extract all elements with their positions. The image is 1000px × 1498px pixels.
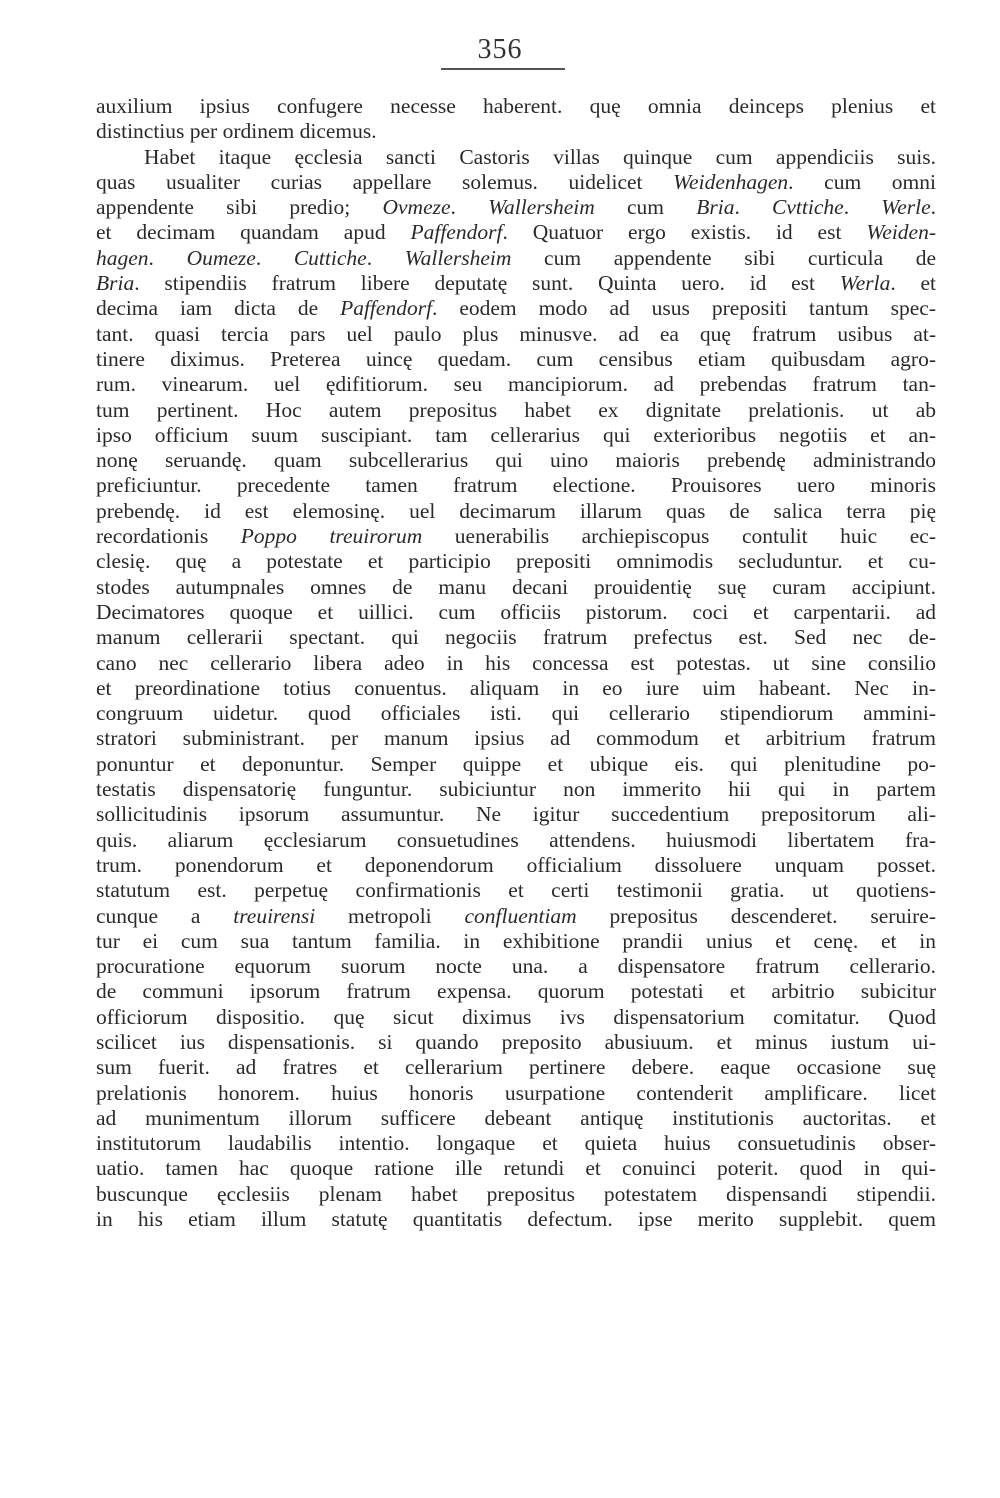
text-segment: quas usualiter curias appellare solemus. uidelicet <box>96 169 674 194</box>
italic-name: Bria <box>696 195 735 220</box>
text-segment: . cum omni <box>788 169 936 194</box>
italic-name: Cuttiche <box>293 245 367 270</box>
text-segment: prepositus descenderet. seruire- <box>576 903 936 928</box>
text-segment: . stipendiis fratrum libere deputatę sunt. Quinta uero. id est <box>134 271 840 296</box>
text-segment: et decimam quandam apud <box>96 220 411 245</box>
text-segment: distinctius per ordinem dicemus. <box>96 119 377 144</box>
italic-name: hagen <box>96 245 149 270</box>
italic-name: Poppo treuirorum <box>240 524 423 549</box>
text-segment: ipso officium suum suscipiant. tam cellerarius qui exterioribus negotiis et an- <box>96 422 936 447</box>
text-segment: recordationis <box>96 524 241 549</box>
text-segment: . <box>930 195 937 220</box>
italic-name: Paffendorf <box>410 220 503 245</box>
text-segment: cano nec cellerario libera adeo in his concessa est potestas. ut sine consilio <box>96 650 936 675</box>
text-segment: prebendę. id est elemosinę. uel decimarum illarum quas de salica terra pię <box>96 498 936 523</box>
text-line <box>96 1005 936 1030</box>
text-segment: clesię. quę a potestate et participio prepositi omnimodis secluduntur. et cu- <box>96 549 936 574</box>
text-segment: auxilium ipsius confugere necesse haberent. quę omnia deinceps plenius et <box>96 94 936 118</box>
text-segment: appendente sibi predio; <box>96 195 383 220</box>
italic-name: Bria <box>96 271 135 296</box>
text-line <box>96 195 936 220</box>
italic-name: Wallersheim <box>488 195 595 220</box>
italic-name: Wallersheim <box>404 245 512 270</box>
text-segment: de communi ipsorum fratrum expensa. quorum potestati et arbitrio subicitur <box>96 979 936 1004</box>
text-line <box>96 246 936 271</box>
text-line <box>96 802 936 827</box>
text-segment: . <box>148 245 187 270</box>
text-segment: uatio. tamen hac quoque ratione ille retundi et conuinci poterit. quod in qui- <box>96 1156 936 1181</box>
text-line <box>96 145 936 170</box>
text-segment: et preordinatione totius conuentus. aliquam in eo iure uim habeant. Nec in- <box>96 675 936 700</box>
text-segment: nonę seruandę. quam subcellerarius qui uino maioris prebendę administrando <box>96 448 936 473</box>
italic-name: Paffendorf <box>340 296 433 321</box>
text-segment: . <box>734 195 773 220</box>
text-segment: . Quatuor ergo existis. id est <box>502 220 867 245</box>
text-segment: trum. ponendorum et deponendorum officialium dissoluere unquam posset. <box>96 852 936 877</box>
text-line <box>96 1106 936 1131</box>
text-segment: statutum est. perpetuę confirmationis et certi testimonii gratia. ut quotiens- <box>96 878 936 903</box>
text-segment: prelationis honorem. huius honoris usurpatione contenderit amplificare. licet <box>96 1080 936 1105</box>
text-segment: . <box>366 245 405 270</box>
page-number-rule <box>441 68 565 70</box>
text-line <box>96 170 936 195</box>
italic-name: Cvttiche <box>772 195 844 220</box>
text-segment: cum appendente sibi curticula de <box>511 245 937 270</box>
text-segment: sollicitudinis ipsorum assumuntur. Ne igitur succedentium prepositorum ali- <box>96 802 936 827</box>
text-line <box>96 600 936 625</box>
text-segment: institutorum laudabilis intentio. longaque et quieta huius consuetudinis obser- <box>96 1131 936 1156</box>
text-line <box>96 752 936 777</box>
text-segment: cunque a <box>96 903 234 928</box>
text-line <box>96 828 936 853</box>
text-segment: . <box>843 195 882 220</box>
text-line <box>96 398 936 423</box>
text-segment: ponuntur et deponuntur. Semper quippe et ubique eis. qui plenitudine po- <box>96 751 936 776</box>
text-line <box>96 1207 936 1232</box>
italic-name: Ovmeze <box>382 195 451 220</box>
text-segment: uenerabilis archiepiscopus contulit huic ec- <box>422 524 936 549</box>
text-line <box>96 220 936 245</box>
text-segment: preficiuntur. precedente tamen fratrum electione. Prouisores uero minoris <box>96 473 936 498</box>
text-segment: rum. vinearum. uel ędifitiorum. seu mancipiorum. ad prebendas fratrum tan- <box>96 372 936 397</box>
text-line <box>96 1030 936 1055</box>
text-segment: . et <box>890 271 936 296</box>
text-line <box>96 372 936 397</box>
text-line <box>96 448 936 473</box>
text-segment: congruum uidetur. quod officiales isti. qui cellerario stipendiorum ammini- <box>96 701 936 726</box>
text-line <box>96 676 936 701</box>
text-line <box>96 423 936 448</box>
text-line <box>96 853 936 878</box>
italic-name: Werla <box>839 271 891 296</box>
text-segment: procuratione equorum suorum nocte una. a dispensatore fratrum cellerario. <box>96 954 936 979</box>
text-segment: in his etiam illum statutę quantitatis defectum. ipse merito supplebit. quem <box>96 1207 936 1232</box>
text-segment: metropoli <box>315 903 465 928</box>
text-segment: tinere diximus. Preterea uincę quedam. cum censibus etiam quibusdam agro- <box>96 346 936 371</box>
text-segment: tant. quasi tercia pars uel paulo plus minusve. ad ea quę fratrum usibus at- <box>96 321 936 346</box>
text-segment: sum fuerit. ad fratres et cellerarium pertinere debere. eaque occasione suę <box>96 1055 936 1080</box>
text-line <box>96 979 936 1004</box>
text-segment: cum <box>594 195 697 220</box>
text-line <box>96 878 936 903</box>
text-line <box>96 1182 936 1207</box>
text-segment: buscunque ęcclesiis plenam habet prepositus potestatem dispensandi stipendii. <box>96 1181 936 1206</box>
text-line <box>96 94 936 119</box>
text-line <box>96 777 936 802</box>
text-segment: stodes autumpnales omnes de manu decani prouidentię suę curam accipiunt. <box>96 574 936 599</box>
text-line <box>96 1081 936 1106</box>
text-segment: ad munimentum illorum sufficere debeant antiquę institutionis auctoritas. et <box>96 1105 936 1130</box>
text-line <box>96 473 936 498</box>
text-segment: . eodem modo ad usus prepositi tantum spec- <box>432 296 936 321</box>
text-segment: . <box>255 245 294 270</box>
text-line <box>96 1131 936 1156</box>
text-segment: tum pertinent. Hoc autem prepositus habet ex dignitate prelationis. ut ab <box>96 397 936 422</box>
text-line <box>96 271 936 296</box>
text-line <box>96 575 936 600</box>
text-segment: officiorum dispositio. quę sicut diximus ivs dispensatorium comitatur. Quod <box>96 1004 936 1029</box>
text-line <box>96 119 936 144</box>
text-segment: Decimatores quoque et uillici. cum officiis pistorum. coci et carpentarii. ad <box>96 599 936 624</box>
text-segment: quis. aliarum ęcclesiarum consuetudines attendens. huiusmodi libertatem fra- <box>96 827 936 852</box>
text-line <box>96 1055 936 1080</box>
italic-name: Weiden- <box>866 220 936 245</box>
text-segment: testatis dispensatorię funguntur. subiciuntur non immerito hii qui in partem <box>96 777 936 802</box>
text-line <box>96 954 936 979</box>
text-line <box>96 524 936 549</box>
text-segment: . <box>450 195 489 220</box>
text-segment: scilicet ius dispensationis. si quando preposito abusiuum. et minus iustum ui- <box>96 1029 936 1054</box>
text-line <box>96 625 936 650</box>
text-segment: tur ei cum sua tantum familia. in exhibitione prandii unius et cenę. et in <box>96 928 936 953</box>
italic-name: Oumeze <box>186 245 256 270</box>
text-segment: Habet itaque ęcclesia sancti Castoris villas quinque cum appendiciis suis. <box>144 144 936 169</box>
italic-name: Werle <box>881 195 931 220</box>
text-segment: decima iam dicta de <box>96 296 341 321</box>
text-line <box>96 726 936 751</box>
text-line <box>96 904 936 929</box>
text-line <box>96 701 936 726</box>
text-line <box>96 499 936 524</box>
text-segment: stratori subministrant. per manum ipsius ad commodum et arbitrium fratrum <box>96 726 936 751</box>
text-line <box>96 347 936 372</box>
text-line <box>96 296 936 321</box>
body-text <box>96 94 936 1232</box>
text-line <box>96 929 936 954</box>
text-line <box>96 651 936 676</box>
text-segment: manum cellerarii spectant. qui negociis fratrum prefectus est. Sed nec de- <box>96 625 936 650</box>
text-line <box>96 1156 936 1181</box>
page-number: 356 <box>477 34 523 65</box>
italic-name: Weidenhagen <box>673 169 789 194</box>
italic-name: treuirensi <box>233 903 316 928</box>
text-line <box>96 549 936 574</box>
italic-name: confluentiam <box>464 903 577 928</box>
text-line <box>96 322 936 347</box>
